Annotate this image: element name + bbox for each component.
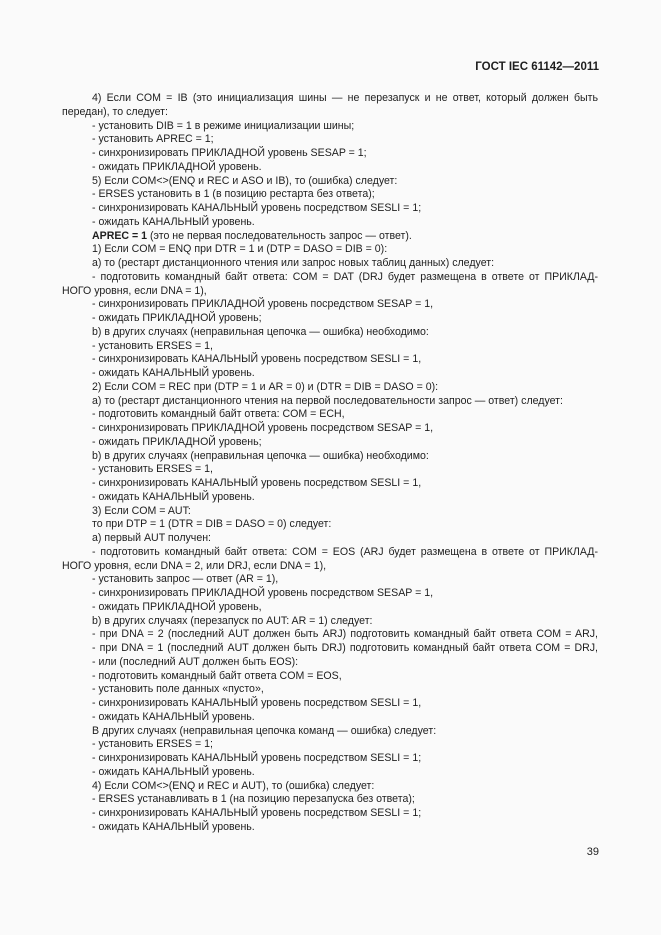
line-text: а) то (рестарт дистанционного чтения на первой последовательности запрос — ответ) следует: [92, 394, 563, 407]
text-line [62, 381, 598, 395]
text-line [62, 450, 598, 464]
text-line [62, 546, 598, 560]
line-text: (это не первая последовательность запрос — ответ). [147, 229, 412, 242]
line-text: - установить поле данных «пусто», [92, 683, 264, 696]
line-text: - ERSES устанавливать в 1 (на позицию перезапуска без ответа); [92, 793, 415, 806]
text-line [62, 628, 598, 642]
text-line [62, 175, 598, 189]
line-text: - ожидать ПРИКЛАДНОЙ уровень. [92, 160, 262, 173]
line-text: 4) Если COM<>(ENQ и REC и AUT), то (ошибка) следует: [92, 779, 375, 792]
text-line [62, 793, 598, 807]
text-line [62, 408, 598, 422]
line-text: - при DNA = 2 (последний AUT должен быть ARJ) подготовить командный байт ответа COM = ARJ, [92, 628, 598, 641]
text-line [62, 353, 598, 367]
line-text: - ERSES установить в 1 (в позицию рестарта без ответа); [92, 188, 375, 201]
text-line [62, 298, 598, 312]
text-line [62, 120, 598, 134]
line-text: - ожидать КАНАЛЬНЫЙ уровень. [92, 215, 255, 228]
line-text: то при DTP = 1 (DTR = DIB = DASO = 0) следует: [92, 518, 332, 531]
text-line [62, 560, 598, 574]
line-text: - подготовить командный байт ответа COM = EOS, [92, 669, 342, 682]
document-header: ГОСТ IEC 61142—2011 [475, 61, 599, 73]
text-line [62, 243, 598, 257]
text-line [62, 202, 598, 216]
text-line [62, 670, 598, 684]
text-line [62, 711, 598, 725]
text-line [62, 147, 598, 161]
text-line [62, 477, 598, 491]
line-text: - ожидать ПРИКЛАДНОЙ уровень; [92, 312, 262, 324]
line-text: - ожидать ПРИКЛАДНОЙ уровень; [92, 435, 262, 448]
line-text: - установить ERSES = 1, [92, 339, 213, 352]
line-text: - синхронизировать КАНАЛЬНЫЙ уровень посредством SESLI = 1; [92, 202, 422, 214]
text-line [62, 738, 598, 752]
text-line [62, 697, 598, 711]
line-text: - синхронизировать ПРИКЛАДНОЙ уровень SESAP = 1; [92, 147, 367, 159]
line-text: b) в других случаях (неправильная цепочка — ошибка) необходимо: [92, 325, 429, 338]
text-line [62, 106, 598, 120]
text-line [62, 752, 598, 766]
line-text: - при DNA = 1 (последний AUT должен быть DRJ) подготовить командный байт ответа COM = DRJ, [92, 642, 598, 654]
text-line [62, 161, 598, 175]
line-text: - подготовить командный байт ответа: COM = EOS (ARJ будет размещена в ответе от ПРИКЛАД- [92, 545, 598, 558]
text-line [62, 326, 598, 340]
text-line [62, 257, 598, 271]
line-text: - установить ERSES = 1; [92, 738, 213, 751]
line-text: - установить ERSES = 1, [92, 463, 213, 476]
text-line [62, 491, 598, 505]
text-line [62, 725, 598, 739]
line-text: - синхронизировать КАНАЛЬНЫЙ уровень посредством SESLI = 1, [92, 477, 422, 489]
text-line [62, 367, 598, 381]
text-line [62, 395, 598, 409]
text-line [62, 463, 598, 477]
line-text: - ожидать КАНАЛЬНЫЙ уровень. [92, 367, 255, 379]
line-text: - синхронизировать ПРИКЛАДНОЙ уровень посредством SESAP = 1, [92, 587, 434, 599]
bold-term: APREC = 1 [92, 229, 148, 242]
text-line [62, 312, 598, 326]
text-line [62, 601, 598, 615]
line-text: - синхронизировать КАНАЛЬНЫЙ уровень посредством SESLI = 1, [92, 353, 422, 366]
text-line [62, 780, 598, 794]
line-text: передан), то следует: [62, 105, 168, 118]
text-line [62, 573, 598, 587]
text-line [62, 656, 598, 670]
line-text: b) в других случаях (перезапуск по AUT: AR = 1) следует: [92, 614, 373, 627]
line-text: 1) Если COM = ENQ при DTR = 1 и (DTP = DASO = DIB = 0): [92, 243, 388, 256]
text-line [62, 230, 598, 244]
line-text: 3) Если COM = AUT: [92, 504, 191, 517]
text-line [62, 505, 598, 519]
line-text: - синхронизировать ПРИКЛАДНОЙ уровень посредством SESAP = 1, [92, 298, 434, 311]
line-text: НОГО уровня, если DNA = 2, или DRJ, если DNA = 1), [62, 559, 327, 572]
text-line [62, 422, 598, 436]
line-text: 4) Если COM = IB (это инициализация шины — не перезапуск и не ответ, который должен быть [92, 92, 598, 104]
text-line [62, 271, 598, 285]
line-text: - установить DIB = 1 в режиме инициализации шины; [92, 119, 355, 132]
text-line [62, 285, 598, 299]
line-text: - синхронизировать КАНАЛЬНЫЙ уровень посредством SESLI = 1; [92, 807, 422, 819]
line-text: - ожидать КАНАЛЬНЫЙ уровень. [92, 490, 255, 503]
line-text: - подготовить командный байт ответа: COM = DAT (DRJ будет размещена в ответе от ПРИКЛАД- [92, 270, 598, 283]
line-text: b) в других случаях (неправильная цепочка — ошибка) необходимо: [92, 449, 429, 462]
line-text: а) первый AUT получен: [92, 532, 212, 544]
document-body [62, 92, 598, 835]
line-text: 2) Если COM = REC при (DTP = 1 и AR = 0) и (DTR = DIB = DASO = 0): [92, 380, 439, 393]
text-line [62, 615, 598, 629]
line-text: НОГО уровня, если DNA = 1), [62, 284, 207, 297]
line-text: 5) Если COM<>(ENQ и REC и ASO и IB), то (ошибка) следует: [92, 174, 398, 187]
page-number: 39 [586, 846, 599, 858]
line-text: - установить APREC = 1; [92, 133, 214, 146]
text-line [62, 532, 598, 546]
text-line [62, 188, 598, 202]
line-text: - синхронизировать ПРИКЛАДНОЙ уровень посредством SESAP = 1, [92, 422, 434, 434]
text-line [62, 587, 598, 601]
text-line [62, 92, 598, 106]
line-text: - установить запрос — ответ (AR = 1), [92, 573, 279, 586]
text-line [62, 436, 598, 450]
text-line [62, 642, 598, 656]
text-line [62, 766, 598, 780]
text-line [62, 807, 598, 821]
line-text: В других случаях (неправильная цепочка команд — ошибка) следует: [92, 724, 437, 737]
line-text: - ожидать КАНАЛЬНЫЙ уровень. [92, 820, 255, 833]
line-text: - синхронизировать КАНАЛЬНЫЙ уровень посредством SESLI = 1, [92, 697, 422, 709]
text-line [62, 821, 598, 835]
line-text: - синхронизировать КАНАЛЬНЫЙ уровень посредством SESLI = 1; [92, 752, 422, 764]
text-line [62, 216, 598, 230]
line-text: а) то (рестарт дистанционного чтения или запрос новых таблиц данных) следует: [92, 257, 495, 269]
text-line [62, 340, 598, 354]
line-text: - ожидать КАНАЛЬНЫЙ уровень. [92, 710, 255, 723]
line-text: - или (последний AUT должен быть EOS): [92, 655, 299, 668]
text-line [62, 518, 598, 532]
line-text: - ожидать ПРИКЛАДНОЙ уровень, [92, 600, 262, 613]
text-line [62, 133, 598, 147]
text-line [62, 683, 598, 697]
line-text: - ожидать КАНАЛЬНЫЙ уровень. [92, 765, 255, 778]
line-text: - подготовить командный байт ответа: COM = ECH, [92, 408, 345, 421]
